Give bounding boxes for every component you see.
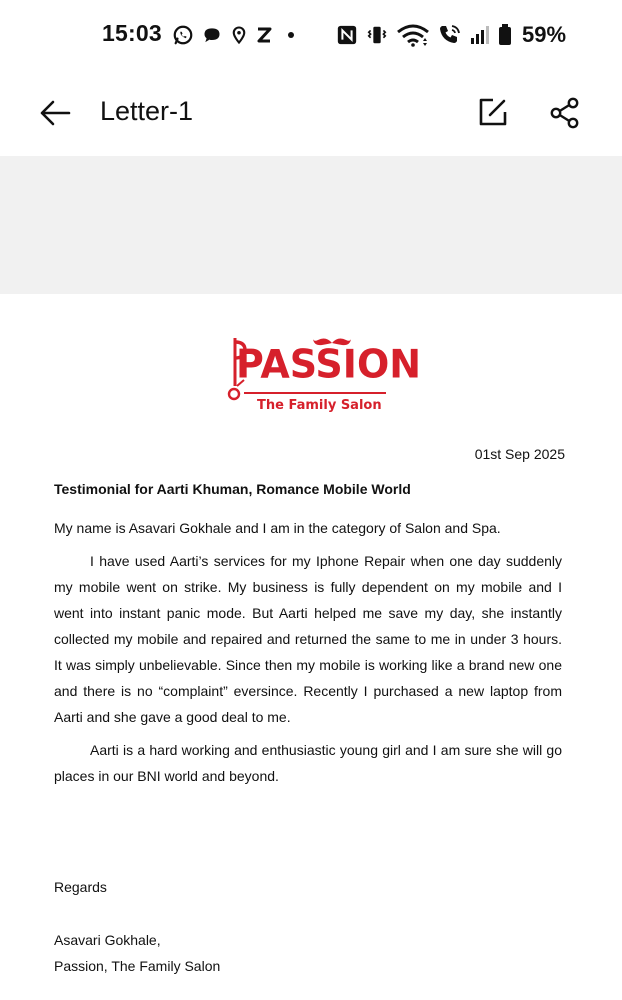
- status-bar: [0, 0, 622, 70]
- logo-wordmark: PASSION: [236, 341, 422, 387]
- passion-logo: [226, 336, 422, 420]
- letter-intro: My name is Asavari Gokhale and I am in the category of Salon and Spa.: [54, 520, 501, 536]
- app-bar: [0, 70, 622, 156]
- logo-tagline: The Family Salon: [257, 398, 382, 413]
- signature-name: Asavari Gokhale,: [54, 932, 161, 948]
- share-button[interactable]: [546, 94, 584, 132]
- edit-note-icon: [478, 97, 508, 127]
- mustache-icon: [312, 336, 352, 348]
- wifi-calling-icon: [438, 23, 462, 47]
- nfc-icon: [336, 24, 358, 46]
- battery-icon: [498, 24, 512, 46]
- whatsapp-icon: [172, 24, 194, 46]
- signature-organization: Passion, The Family Salon: [54, 958, 221, 974]
- letter-closing: Regards: [54, 879, 107, 895]
- back-button[interactable]: [36, 94, 74, 132]
- letter-paragraph: I have used Aarti’s services for my Iphone Repair when one day suddenly my mobile went on strike. My business is fully dependent on my mobile and I went into instant panic mode. But Aarti helped me save my day, she instantly collected my mobile and repaired and returned the same to me in under 3 hours. It was simply unbelievable. Since then my mobile is working like a brand new one and there is no “complaint” eversince. Recently I purchased a new laptop from Aarti and she gave a good deal to me.: [54, 553, 562, 725]
- letter-paragraph: Aarti is a hard working and enthusiastic young girl and I am sure she will go places in our BNI world and beyond.: [54, 742, 562, 784]
- arrow-left-icon: [39, 99, 71, 127]
- signal-icon: [470, 25, 490, 45]
- share-icon: [549, 97, 581, 129]
- chat-bubble-icon: [202, 25, 222, 45]
- logo-underline: [244, 392, 386, 394]
- page-title: Letter-1: [100, 96, 194, 126]
- notification-dot-icon: [286, 30, 296, 40]
- letter-date: 01st Sep 2025: [474, 446, 565, 462]
- location-pin-icon: [230, 25, 248, 45]
- letter-subject: Testimonial for Aarti Khuman, Romance Mobile World: [54, 481, 411, 497]
- status-left-icons: [172, 22, 296, 48]
- battery-percent: 59%: [522, 22, 567, 47]
- edit-button[interactable]: [475, 94, 511, 130]
- status-time: 15:03: [102, 20, 162, 46]
- document-toolbar-space: [0, 156, 622, 294]
- vibrate-icon: [366, 24, 388, 46]
- z-app-icon: [256, 26, 272, 44]
- wifi-icon: [396, 23, 430, 47]
- status-right-icons: [336, 22, 566, 48]
